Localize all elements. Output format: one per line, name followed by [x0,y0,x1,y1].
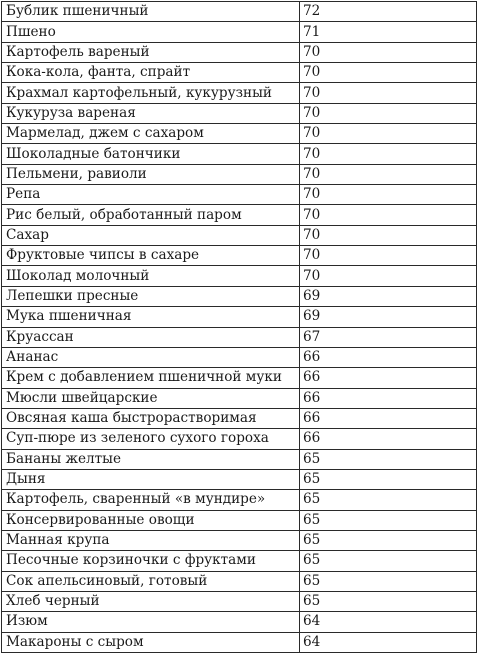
table-row [2,368,477,388]
glycemic-index-cell: 65 [300,530,477,550]
product-name-cell: Хлеб черный [2,591,300,611]
glycemic-index-cell: 70 [300,42,477,62]
table-row [2,571,477,591]
glycemic-index-table [1,1,477,653]
product-name-cell: Макароны с сыром [2,632,300,652]
product-name-cell: Изюм [2,612,300,632]
product-name-cell: Ананас [2,347,300,367]
product-name-cell: Овсяная каша быстрорастворимая [2,408,300,428]
table-row [2,551,477,571]
table-body [2,2,477,653]
table-row [2,490,477,510]
table-row [2,286,477,306]
glycemic-index-cell: 67 [300,327,477,347]
glycemic-index-cell: 66 [300,388,477,408]
table-row [2,449,477,469]
glycemic-index-cell: 70 [300,124,477,144]
product-name-cell: Фруктовые чипсы в сахаре [2,246,300,266]
table-row [2,327,477,347]
product-name-cell: Песочные корзиночки с фруктами [2,551,300,571]
product-name-cell: Дыня [2,469,300,489]
table-row [2,144,477,164]
glycemic-index-cell: 70 [300,266,477,286]
glycemic-index-cell: 69 [300,307,477,327]
table-row [2,612,477,632]
product-name-cell: Мука пшеничная [2,307,300,327]
glycemic-index-cell: 70 [300,185,477,205]
product-name-cell: Картофель вареный [2,42,300,62]
table-row [2,510,477,530]
glycemic-index-cell: 65 [300,571,477,591]
product-name-cell: Сок апельсиновый, готовый [2,571,300,591]
glycemic-index-cell: 72 [300,2,477,22]
glycemic-index-cell: 66 [300,429,477,449]
product-name-cell: Мармелад, джем с сахаром [2,124,300,144]
glycemic-index-cell: 64 [300,612,477,632]
product-name-cell: Шоколад молочный [2,266,300,286]
table-row [2,124,477,144]
glycemic-index-cell: 65 [300,551,477,571]
product-name-cell: Кукуруза вареная [2,103,300,123]
glycemic-index-cell: 66 [300,368,477,388]
glycemic-index-cell: 70 [300,103,477,123]
table-row [2,246,477,266]
table-row [2,83,477,103]
product-name-cell: Консервированные овощи [2,510,300,530]
table-row [2,63,477,83]
product-name-cell: Крахмал картофельный, кукурузный [2,83,300,103]
glycemic-index-cell: 65 [300,449,477,469]
glycemic-index-cell: 70 [300,246,477,266]
glycemic-index-cell: 65 [300,490,477,510]
table-row [2,225,477,245]
table-row [2,103,477,123]
glycemic-index-cell: 66 [300,408,477,428]
glycemic-index-cell: 70 [300,63,477,83]
table-row [2,22,477,42]
glycemic-index-cell: 70 [300,225,477,245]
table-row [2,591,477,611]
table-row [2,530,477,550]
glycemic-index-cell: 66 [300,347,477,367]
product-name-cell: Манная крупа [2,530,300,550]
glycemic-index-cell: 70 [300,144,477,164]
glycemic-index-cell: 70 [300,164,477,184]
glycemic-index-cell: 69 [300,286,477,306]
table-row [2,307,477,327]
glycemic-index-cell: 65 [300,591,477,611]
product-name-cell: Лепешки пресные [2,286,300,306]
product-name-cell: Сахар [2,225,300,245]
glycemic-index-cell: 64 [300,632,477,652]
product-name-cell: Крем с добавлением пшеничной муки [2,368,300,388]
glycemic-index-cell: 70 [300,83,477,103]
glycemic-index-cell: 70 [300,205,477,225]
product-name-cell: Шоколадные батончики [2,144,300,164]
table-row [2,266,477,286]
glycemic-index-cell: 65 [300,510,477,530]
glycemic-index-cell: 71 [300,22,477,42]
product-name-cell: Рис белый, обработанный паром [2,205,300,225]
table-row [2,469,477,489]
table-row [2,632,477,652]
table-row [2,429,477,449]
table-row [2,164,477,184]
table-row [2,42,477,62]
product-name-cell: Пельмени, равиоли [2,164,300,184]
glycemic-index-cell: 65 [300,469,477,489]
table-row [2,205,477,225]
product-name-cell: Картофель, сваренный «в мундире» [2,490,300,510]
product-name-cell: Бананы желтые [2,449,300,469]
product-name-cell: Кока-кола, фанта, спрайт [2,63,300,83]
product-name-cell: Суп-пюре из зеленого сухого гороха [2,429,300,449]
table-row [2,347,477,367]
table-row [2,388,477,408]
table-row [2,2,477,22]
product-name-cell: Бублик пшеничный [2,2,300,22]
product-name-cell: Репа [2,185,300,205]
product-name-cell: Круассан [2,327,300,347]
table-row [2,408,477,428]
product-name-cell: Пшено [2,22,300,42]
table-row [2,185,477,205]
product-name-cell: Мюсли швейцарские [2,388,300,408]
